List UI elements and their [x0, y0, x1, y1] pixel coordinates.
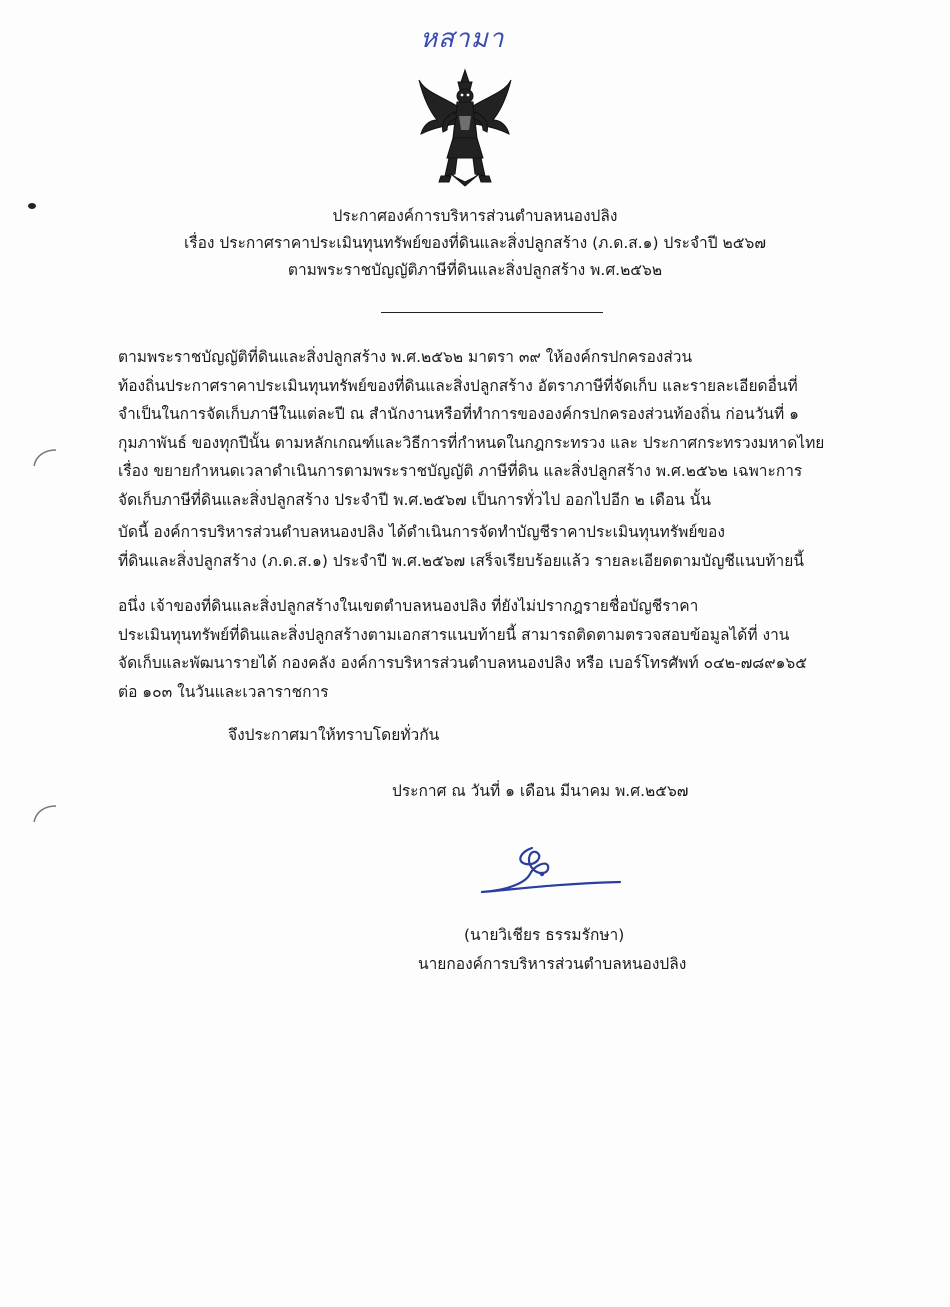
signer-name: (นายวิเชียร ธรรมรักษา) — [464, 926, 625, 944]
punch-hole-icon — [30, 800, 60, 830]
signature — [470, 840, 630, 900]
handwritten-note: หสามา — [420, 24, 505, 54]
paragraph-line: ต่อ ๑๐๓ ในวันและเวลาราชการ — [118, 682, 329, 701]
paragraph-line: ตามพระราชบัญญัติที่ดินและสิ่งปลูกสร้าง พ.ศ.๒๕๖๒ มาตรา ๓๙ ให้องค์กรปกครองส่วน — [118, 348, 693, 366]
paragraph-line: บัดนี้ องค์การบริหารส่วนตำบลหนองปลิง ได้ดำเนินการจัดทำบัญชีราคาประเมินทุนทรัพย์ของ — [118, 523, 725, 541]
body-paragraph-2 — [118, 518, 830, 575]
paragraph-line: จัดเก็บภาษีที่ดินและสิ่งปลูกสร้าง ประจำปี พ.ศ.๒๕๖๗ เป็นการทั่วไป ออกไปอีก ๒ เดือน นั้น — [118, 490, 711, 509]
paragraph-line: ที่ดินและสิ่งปลูกสร้าง (ภ.ด.ส.๑) ประจำปี พ.ศ.๒๕๖๗ เสร็จเรียบร้อยแล้ว รายละเอียดตามบัญชีแนบท้ายนี้ — [118, 551, 804, 570]
paragraph-line: เรื่อง ขยายกำหนดเวลาดำเนินการตามพระราชบัญญัติ ภาษีที่ดิน และสิ่งปลูกสร้าง พ.ศ.๒๕๖๒ เฉพาะการ — [118, 462, 803, 480]
announcement-date: ประกาศ ณ วันที่ ๑ เดือน มีนาคม พ.ศ.๒๕๖๗ — [392, 782, 689, 800]
closing-statement: จึงประกาศมาให้ทราบโดยทั่วกัน — [228, 726, 440, 744]
paragraph-line: ท้องถิ่นประกาศราคาประเมินทุนทรัพย์ของที่ดินและสิ่งปลูกสร้าง อัตราภาษีที่จัดเก็บ และรายละเอียดอื่นที่ — [118, 376, 798, 395]
body-paragraph-3 — [118, 592, 830, 706]
scan-speck-icon — [22, 196, 52, 226]
paragraph-line: ประเมินทุนทรัพย์ที่ดินและสิ่งปลูกสร้างตามเอกสารแนบท้ายนี้ สามารถติดตามตรวจสอบข้อมูลได้ที่ งาน — [118, 625, 790, 644]
paragraph-line: อนึ่ง เจ้าของที่ดินและสิ่งปลูกสร้างในเขตตำบลหนองปลิง ที่ยังไม่ปรากฎรายชื่อบัญชีราคา — [118, 597, 699, 615]
signer-title: นายกองค์การบริหารส่วนตำบลหนองปลิง — [418, 955, 687, 973]
paragraph-line: จำเป็นในการจัดเก็บภาษีในแต่ละปี ณ สำนักงานหรือที่ทำการขององค์กรปกครองส่วนท้องถิ่น ก่อนวันที่ ๑ — [118, 405, 799, 423]
announcement-org-heading: ประกาศองค์การบริหารส่วนตำบลหนองปลิง — [332, 207, 618, 225]
punch-hole-icon — [30, 444, 60, 474]
body-paragraph-1 — [118, 343, 830, 514]
header-divider — [381, 312, 603, 313]
announcement-subject-heading: เรื่อง ประกาศราคาประเมินทุนทรัพย์ของที่ดินและสิ่งปลูกสร้าง (ภ.ด.ส.๑) ประจำปี ๒๕๖๗ — [184, 234, 766, 252]
paragraph-line: จัดเก็บและพัฒนารายได้ กองคลัง องค์การบริหารส่วนตำบลหนองปลิง หรือ เบอร์โทรศัพท์ ๐๔๒-๗๘๙๑๖๕ — [118, 654, 807, 672]
garuda-emblem-icon — [415, 66, 515, 190]
paragraph-line: กุมภาพันธ์ ของทุกปีนั้น ตามหลักเกณฑ์และวิธีการที่กำหนดในกฎกระทรวง และ ประกาศกระทรวงมหาดไทย — [118, 433, 825, 452]
announcement-act-heading: ตามพระราชบัญญัติภาษีที่ดินและสิ่งปลูกสร้าง พ.ศ.๒๕๖๒ — [287, 261, 663, 279]
